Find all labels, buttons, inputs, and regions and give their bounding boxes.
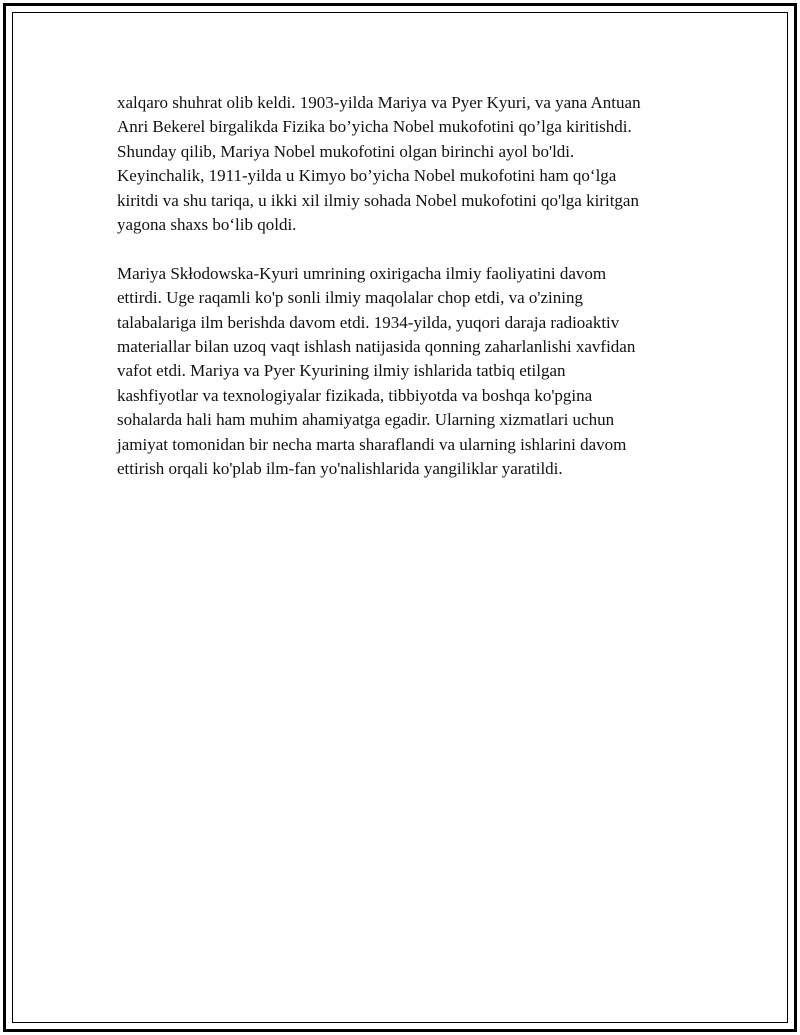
text-line: Mariya Skłodowska-Kyuri umrining oxirigacha ilmiy faoliyatini davom [117,263,607,283]
text-line: materiallar bilan uzoq vaqt ishlash natijasida qonning zaharlanlishi xavfidan [117,337,636,357]
text-line: kiritdi va shu tariqa, u ikki xil ilmiy sohada Nobel mukofotini qo'lga kiritgan [117,190,639,210]
text-line: Anri Bekerel birgalikda Fizika bo’yicha Nobel mukofotini qo’lga kiritishdi. [117,117,632,137]
text-line: yagona shaxs bo‘lib qoldi. [117,215,297,235]
text-line: Keyinchalik, 1911-yilda u Kimyo bo’yicha Nobel mukofotini ham qo‘lga [117,166,617,186]
text-line: ettirdi. Uge raqamli ko'p sonli ilmiy maqolalar chop etdi, va o'zining [117,288,583,308]
text-line: Shunday qilib, Mariya Nobel mukofotini olgan birinchi ayol bo'ldi. [117,141,575,161]
text-line: vafot etdi. Mariya va Pyer Kyurining ilmiy ishlarida tatbiq etilgan [117,361,566,381]
text-line: talabalariga ilm berishda davom etdi. 1934-yilda, yuqori daraja radioaktiv [117,312,620,332]
paragraph-1 [117,91,692,237]
document-body [117,91,692,506]
text-line: kashfiyotlar va texnologiyalar fizikada, tibbiyotda va boshqa ko'pgina [117,385,593,405]
text-line: sohalarda hali ham muhim ahamiyatga egadir. Ularning xizmatlari uchun [117,410,615,430]
text-line: ettirish orqali ko'plab ilm-fan yo'nalishlarida yangiliklar yaratildi. [117,459,563,479]
text-line: xalqaro shuhrat olib keldi. 1903-yilda Mariya va Pyer Kyuri, va yana Antuan [117,93,641,112]
paragraph-2 [117,262,692,482]
text-line: jamiyat tomonidan bir necha marta sharaflandi va ularning ishlarini davom [117,434,627,454]
